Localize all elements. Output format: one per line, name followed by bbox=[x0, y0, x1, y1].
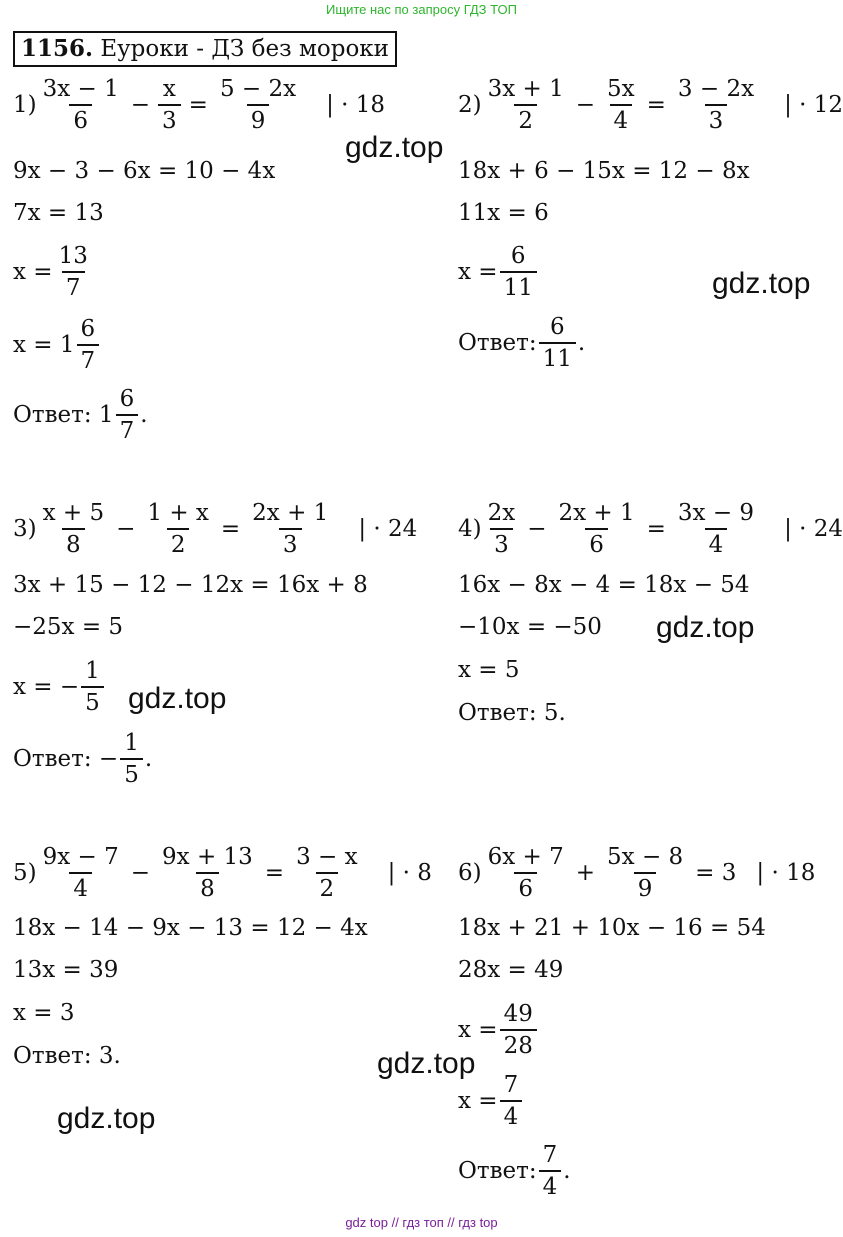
p5-fraction-3: $\frac{3 - x}{2}$ bbox=[296, 844, 358, 902]
p3-fraction-2: $\frac{1 + x}{2}$ bbox=[147, 500, 209, 558]
watermark-6: gdz.top bbox=[57, 1102, 156, 1135]
p1-label: 1) bbox=[13, 92, 37, 118]
watermark-1: gdz.top bbox=[345, 131, 444, 164]
p1-answer: Ответ: 1 $\frac{6}{7}$ . bbox=[13, 386, 148, 444]
p4-step-2: −10x = −50 bbox=[458, 614, 602, 640]
watermark-5: gdz.top bbox=[377, 1047, 476, 1080]
p6-answer: Ответ: $\frac{7}{4}$ . bbox=[458, 1142, 571, 1200]
p3-multiplier: | · 24 bbox=[358, 516, 418, 542]
p1-equation: 1) $\frac{3x - 1}{6}$ − $\frac{x}{3}$ = $\frac{5 - 2x}{9}$ | · 18 bbox=[13, 76, 386, 134]
p1-fraction-2: $\frac{x}{3}$ bbox=[158, 74, 181, 136]
p1-step-1: 9x − 3 − 6x = 10 − 4x bbox=[13, 158, 276, 184]
p6-label: 6) bbox=[458, 860, 482, 886]
watermark-3: gdz.top bbox=[656, 611, 755, 644]
p5-step-2: 13x = 39 bbox=[13, 957, 119, 983]
p1-fraction-3: $\frac{5 - 2x}{9}$ bbox=[219, 76, 297, 134]
title-text: Еуроки - ДЗ без мороки bbox=[100, 36, 390, 62]
p4-equation: 4) $\frac{2x}{3}$ − $\frac{2x + 1}{6}$ = $\frac{3x - 9}{4}$ | · 24 bbox=[458, 500, 843, 558]
page-title bbox=[13, 31, 397, 67]
p1-step-3: x = $\frac{13}{7}$ bbox=[13, 243, 88, 301]
p2-fraction-1: $\frac{3x + 1}{2}$ bbox=[487, 76, 564, 134]
p3-label: 3) bbox=[13, 516, 37, 542]
p2-fraction-3: $\frac{3 - 2x}{3}$ bbox=[677, 76, 755, 134]
footer-links: gdz top // гдз топ // гдз top bbox=[345, 1215, 498, 1230]
p3-step-3: x = − $\frac{1}{5}$ bbox=[13, 652, 106, 722]
p4-step-3: x = 5 bbox=[458, 657, 520, 683]
p4-label: 4) bbox=[458, 516, 482, 542]
watermark-2: gdz.top bbox=[712, 267, 811, 300]
p6-step-4: x = $\frac{7}{4}$ bbox=[458, 1066, 524, 1136]
p4-fraction-1: $\frac{2x}{3}$ bbox=[487, 500, 516, 558]
p1-step-4: x = 1 $\frac{6}{7}$ bbox=[13, 310, 101, 380]
p6-fraction-2: $\frac{5x - 8}{9}$ bbox=[607, 844, 684, 902]
p6-multiplier: | · 18 bbox=[756, 860, 816, 886]
p2-step-2: 11x = 6 bbox=[458, 200, 549, 226]
p2-answer: Ответ: $\frac{6}{11}$ . bbox=[458, 314, 586, 372]
p1-fraction-1: $\frac{3x - 1}{6}$ bbox=[42, 76, 119, 134]
p3-equation: 3) $\frac{x + 5}{8}$ − $\frac{1 + x}{2}$ = $\frac{2x + 1}{3}$ | · 24 bbox=[13, 500, 418, 558]
p3-step-1: 3x + 15 − 12 − 12x = 16x + 8 bbox=[13, 572, 368, 598]
p5-multiplier: | · 8 bbox=[387, 860, 432, 886]
p5-label: 5) bbox=[13, 860, 37, 886]
p1-multiplier: | · 18 bbox=[326, 92, 386, 118]
p3-fraction-1: $\frac{x + 5}{8}$ bbox=[42, 500, 105, 558]
p4-answer: Ответ: 5. bbox=[458, 700, 566, 726]
p6-equation: 6) $\frac{6x + 7}{6}$ + $\frac{5x - 8}{9}$ = 3 | · 18 bbox=[458, 844, 816, 902]
p6-step-2: 28x = 49 bbox=[458, 957, 564, 983]
p4-multiplier: | · 24 bbox=[784, 516, 843, 542]
exercise-number: 1156. bbox=[21, 35, 94, 62]
p5-fraction-1: $\frac{9x - 7}{4}$ bbox=[42, 844, 119, 902]
p2-fraction-2: $\frac{5x}{4}$ bbox=[607, 76, 635, 134]
p1-step-2: 7x = 13 bbox=[13, 200, 104, 226]
p6-fraction-1: $\frac{6x + 7}{6}$ bbox=[487, 844, 564, 902]
p2-label: 2) bbox=[458, 92, 482, 118]
p6-step-3: x = $\frac{49}{28}$ bbox=[458, 995, 539, 1065]
p2-step-3: x = $\frac{6}{11}$ bbox=[458, 237, 539, 307]
p5-equation: 5) $\frac{9x - 7}{4}$ − $\frac{9x + 13}{8}$ = $\frac{3 - x}{2}$ | · 8 bbox=[13, 844, 432, 902]
p5-step-3: x = 3 bbox=[13, 1000, 75, 1026]
p5-answer: Ответ: 3. bbox=[13, 1043, 121, 1069]
p4-step-1: 16x − 8x − 4 = 18x − 54 bbox=[458, 572, 750, 598]
watermark-4: gdz.top bbox=[128, 682, 227, 715]
p4-fraction-2: $\frac{2x + 1}{6}$ bbox=[558, 500, 635, 558]
p2-equation: 2) $\frac{3x + 1}{2}$ − $\frac{5x}{4}$ = $\frac{3 - 2x}{3}$ | · 12 bbox=[458, 76, 843, 134]
p2-step-1: 18x + 6 − 15x = 12 − 8x bbox=[458, 158, 750, 184]
p4-fraction-3: $\frac{3x - 9}{4}$ bbox=[677, 500, 755, 558]
p3-step-2: −25x = 5 bbox=[13, 614, 124, 640]
search-banner: Ищите нас по запросу ГДЗ ТОП bbox=[326, 2, 517, 17]
p5-fraction-2: $\frac{9x + 13}{8}$ bbox=[162, 844, 253, 902]
p6-step-1: 18x + 21 + 10x − 16 = 54 bbox=[458, 915, 766, 941]
p2-multiplier: | · 12 bbox=[784, 92, 843, 118]
p3-fraction-3: $\frac{2x + 1}{3}$ bbox=[252, 500, 329, 558]
p5-step-1: 18x − 14 − 9x − 13 = 12 − 4x bbox=[13, 915, 368, 941]
p3-answer: Ответ: − $\frac{1}{5}$ . bbox=[13, 730, 153, 788]
